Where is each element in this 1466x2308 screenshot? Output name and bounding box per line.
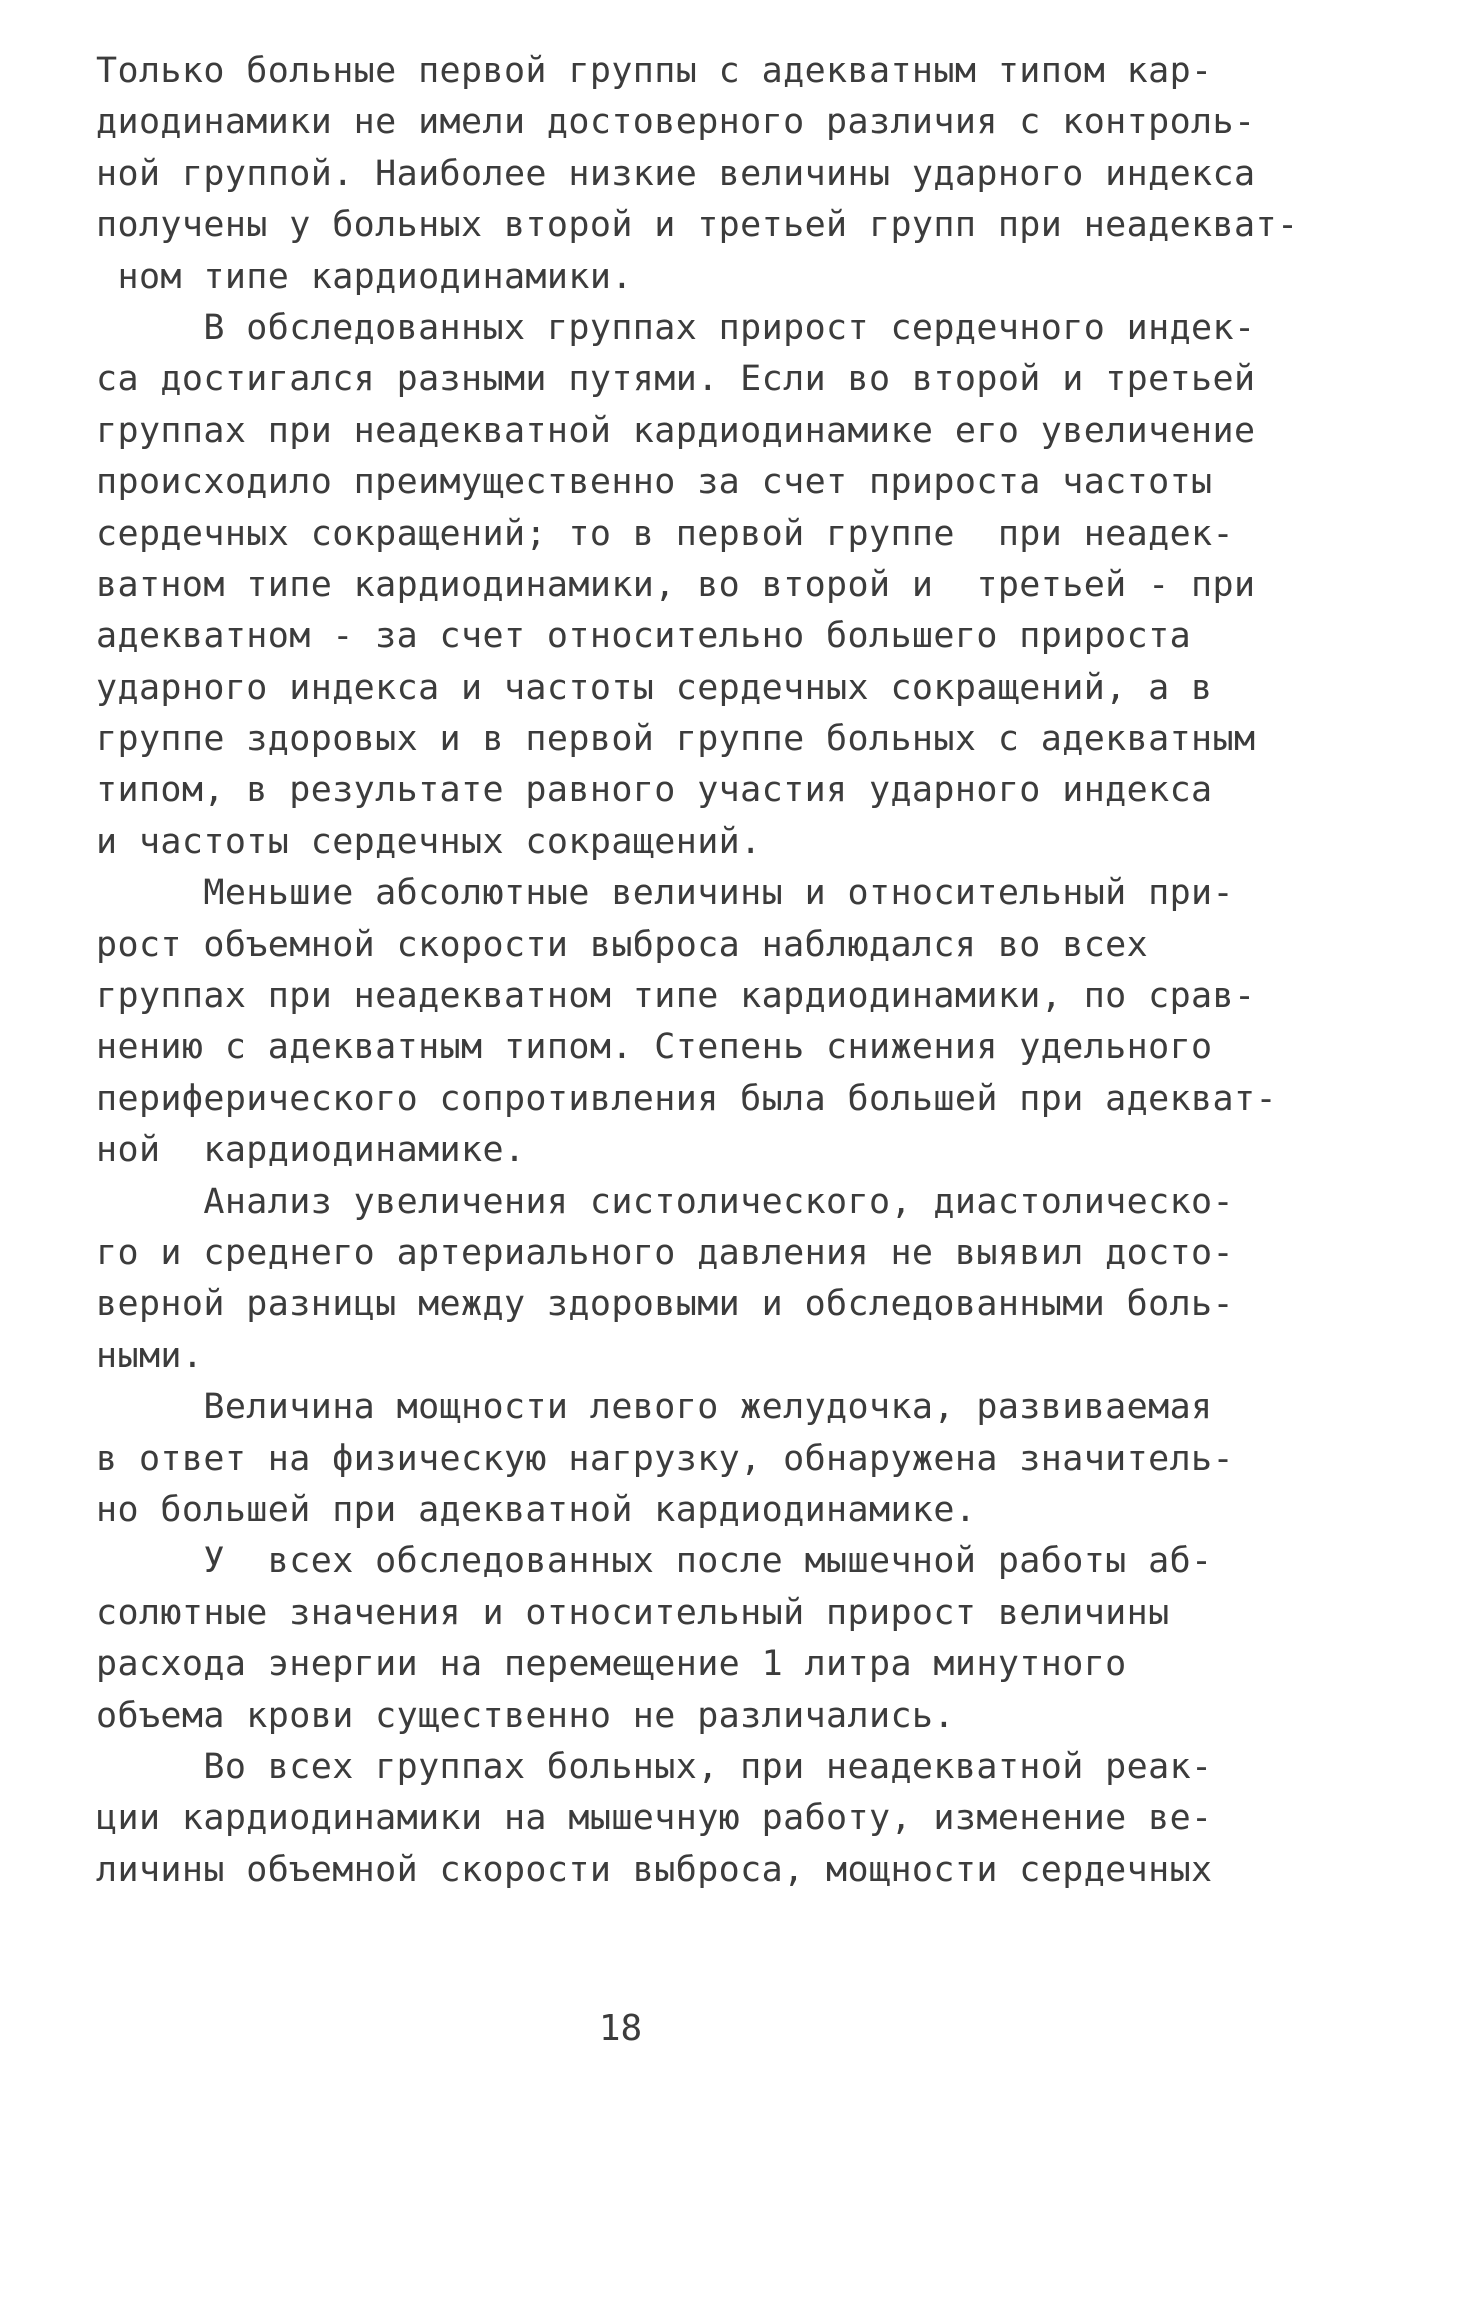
text-line: типом, в результате равного участия ударного индекса: [96, 770, 1213, 811]
text-line: и частоты сердечных сокращений.: [96, 821, 762, 862]
body-text: [96, 46, 1396, 1896]
text-line: солютные значения и относительный прирост величины: [96, 1592, 1170, 1633]
text-line: адекватном - за счет относительно большего прироста: [96, 616, 1192, 657]
text-line: ударного индекса и частоты сердечных сокращений, а в: [96, 667, 1213, 708]
text-line: са достигался разными путями. Если во второй и третьей: [96, 359, 1256, 400]
text-line: в ответ на физическую нагрузку, обнаружена значитель-: [96, 1438, 1235, 1479]
text-line: сердечных сокращений; то в первой группе при неадек-: [96, 513, 1235, 554]
text-line: нению с адекватным типом. Степень снижения удельного: [96, 1027, 1213, 1068]
text-line: ции кардиодинамики на мышечную работу, изменение ве-: [96, 1798, 1213, 1839]
text-line: Анализ увеличения систолического, диастолическо-: [96, 1181, 1235, 1222]
text-line: Меньшие абсолютные величины и относительный при-: [96, 873, 1235, 914]
text-line: Только больные первой группы с адекватным типом кар-: [96, 51, 1213, 91]
text-line: объема крови существенно не различались.: [96, 1695, 955, 1736]
text-line: Во всех группах больных, при неадекватной реак-: [96, 1746, 1213, 1787]
text-line: периферического сопротивления была большей при адекват-: [96, 1078, 1277, 1119]
text-line: ватном типе кардиодинамики, во второй и третьей - при: [96, 564, 1256, 605]
text-line: диодинамики не имели достоверного различия с контроль-: [96, 102, 1256, 143]
text-line: но большей при адекватной кардиодинамике.: [96, 1489, 977, 1530]
text-line: ными.: [96, 1335, 204, 1376]
text-line: группах при неадекватном типе кардиодинамики, по срав-: [96, 976, 1256, 1017]
text-line: го и среднего артериального давления не выявил досто-: [96, 1232, 1235, 1273]
text-line: получены у больных второй и третьей групп при неадекват-: [96, 205, 1299, 246]
text-line: верной разницы между здоровыми и обследованными боль-: [96, 1284, 1235, 1325]
text-line: группах при неадекватной кардиодинамике его увеличение: [96, 410, 1256, 451]
text-line: ной кардиодинамике.: [96, 1130, 526, 1171]
text-line: группе здоровых и в первой группе больных с адекватным: [96, 719, 1256, 760]
text-line: ной группой. Наиболее низкие величины ударного индекса: [96, 153, 1256, 194]
text-line: ном типе кардиодинамики.: [96, 256, 633, 297]
text-line: личины объемной скорости выброса, мощности сердечных: [96, 1849, 1213, 1890]
text-line: У всех обследованных после мышечной работы аб-: [96, 1541, 1213, 1582]
text-line: Величина мощности левого желудочка, развиваемая: [96, 1387, 1213, 1428]
page-number: 18: [598, 2008, 643, 2049]
text-line: происходило преимущественно за счет прироста частоты: [96, 462, 1213, 503]
text-line: расхода энергии на перемещение 1 литра минутного: [96, 1644, 1127, 1685]
text-line: В обследованных группах прирост сердечного индек-: [96, 307, 1256, 348]
text-line: рост объемной скорости выброса наблюдался во всех: [96, 924, 1149, 965]
